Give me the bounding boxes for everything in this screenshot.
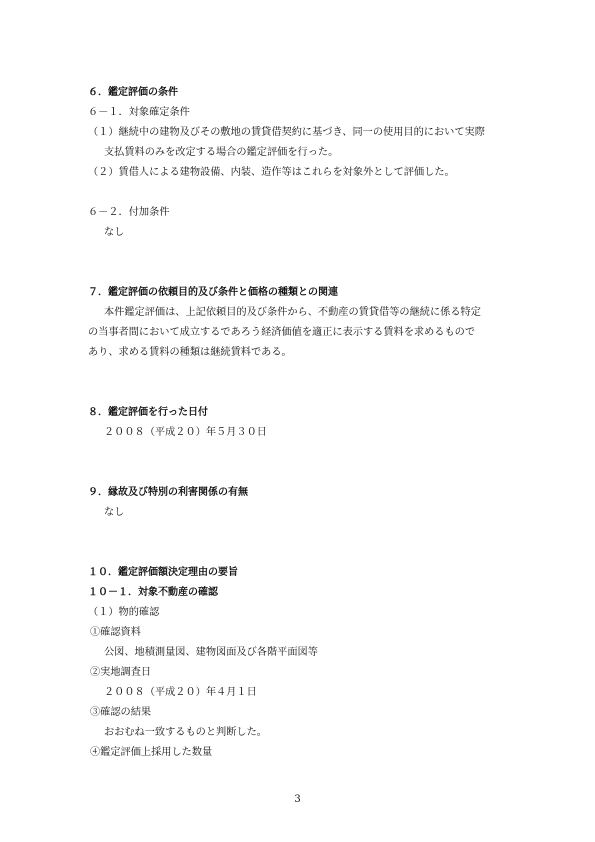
confirm-materials-label: ①確認資料 <box>90 627 141 638</box>
section-6-2-heading: ６－２．付加条件 <box>88 207 170 218</box>
site-survey-date-body: ２００８（平成２０）年４月１日 <box>104 687 257 698</box>
section-6-2-body: なし <box>104 227 125 238</box>
section-8-heading: ８．鑑定評価を行った日付 <box>88 407 208 418</box>
section-10-1-heading: １０－１．対象不動産の確認 <box>88 587 218 598</box>
section-6-1-item-1-line-2: 支払賃料のみを改定する場合の鑑定評価を行った。 <box>104 147 339 158</box>
section-10-heading: １０．鑑定評価額決定理由の要旨 <box>88 567 238 578</box>
adopted-quantity-label: ④鑑定評価上採用した数量 <box>90 747 213 758</box>
section-10-1-item-1: （１）物的確認 <box>88 607 160 618</box>
section-6-1-heading: ６－１．対象確定条件 <box>88 107 190 118</box>
section-9-heading: ９．縁故及び特別の利害関係の有無 <box>88 487 248 498</box>
section-7-heading: ７．鑑定評価の依頼目的及び条件と価格の種類との関連 <box>88 287 338 298</box>
section-7-line-3: あり、求める賃料の種類は継続賃料である。 <box>88 347 292 358</box>
section-6-heading: ６．鑑定評価の条件 <box>88 87 178 98</box>
section-8-date: ２００８（平成２０）年５月３０日 <box>104 427 267 438</box>
confirm-result-label: ③確認の結果 <box>90 707 152 718</box>
section-6-1-item-1-line-1: （１）継続中の建物及びその敷地の賃貸借契約に基づき、同一の使用目的において実際 <box>88 127 485 138</box>
section-7-line-2: の当事者間において成立するであろう経済価値を適正に表示する賃料を求めるもので <box>88 327 476 338</box>
section-6-1-item-2: （２）賃借人による建物設備、内装、造作等はこれらを対象外として評価した。 <box>88 167 455 178</box>
page-number: 3 <box>294 794 301 805</box>
confirm-materials-body: 公図、地積測量図、建物図面及び各階平面図等 <box>104 647 318 658</box>
section-9-body: なし <box>104 507 125 518</box>
confirm-result-body: おおむね一致するものと判断した。 <box>104 727 267 738</box>
site-survey-date-label: ②実地調査日 <box>90 667 152 678</box>
section-7-line-1: 本件鑑定評価は、上記依頼目的及び条件から、不動産の賃貸借等の継続に係る特定 <box>104 307 481 318</box>
